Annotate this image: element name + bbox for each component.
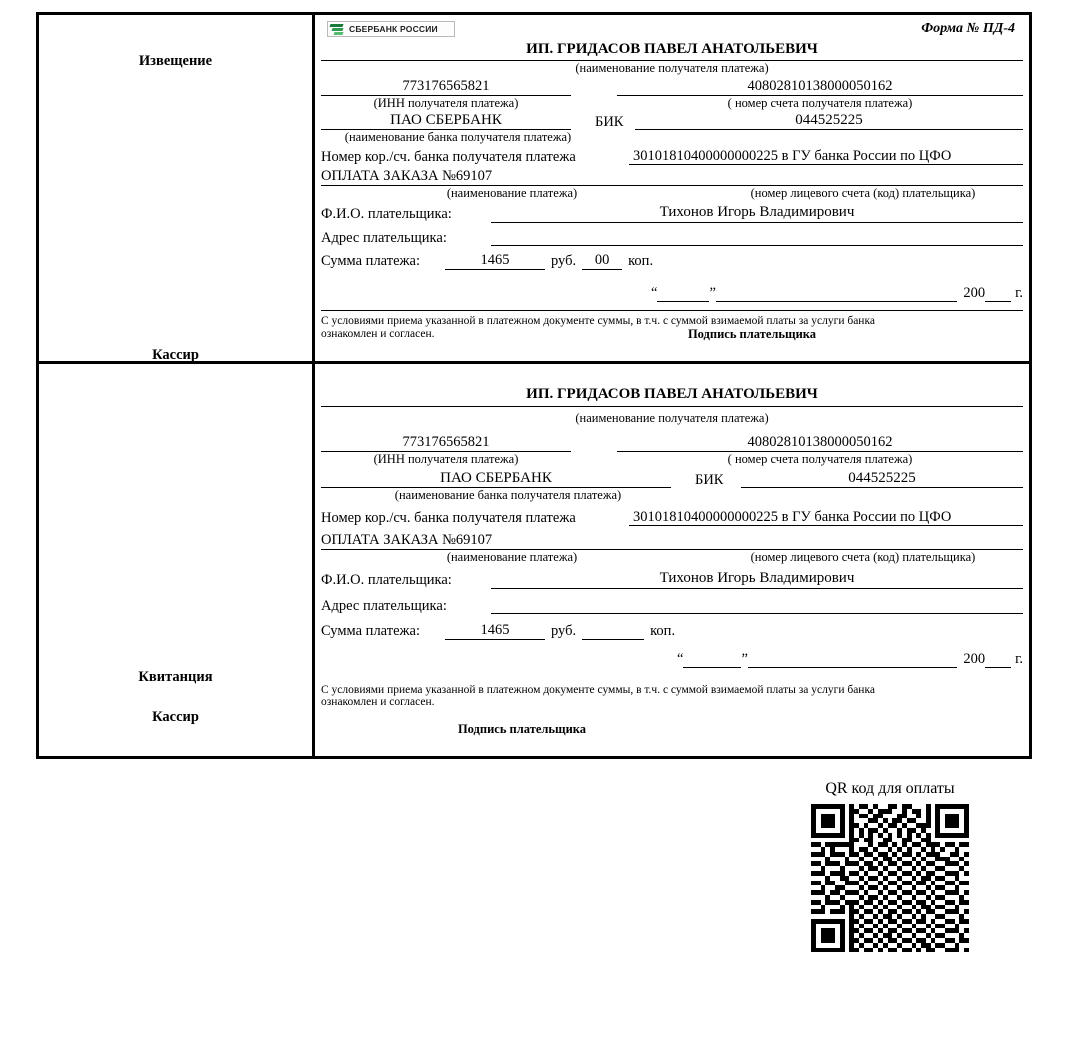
payment-purpose-top: ОПЛАТА ЗАКАЗА №69107: [321, 168, 703, 186]
quote-close-top: ”: [709, 284, 716, 301]
corr-account-label-top: Номер кор./сч. банка получателя платежа: [321, 148, 576, 165]
payment-form: [36, 12, 1032, 759]
payer-fio-label-top: Ф.И.О. плательщика:: [321, 205, 452, 222]
rub-label-top: руб.: [551, 253, 577, 270]
sum-kop-top: 00: [582, 252, 622, 270]
corr-account-value-bottom: 30101810400000000225 в ГУ банка России по ЦФО: [629, 509, 1023, 527]
sum-label-top: Сумма платежа:: [321, 253, 420, 270]
corr-account-label-bottom: Номер кор./сч. банка получателя платежа: [321, 509, 576, 526]
quote-open-bottom: “: [677, 650, 684, 667]
account-value-top: 40802810138000050162: [617, 78, 1023, 96]
year-suffix-top: г.: [1015, 284, 1023, 301]
caption-account-bottom: ( номер счета получателя платежа): [727, 451, 913, 466]
label-cashier-bottom: Кассир: [152, 709, 199, 725]
caption-account-top: ( номер счета получателя платежа): [727, 95, 913, 110]
bik-label-bottom: БИК: [695, 471, 724, 488]
sberbank-logo-text: СБЕРБАНК РОССИИ: [349, 24, 438, 34]
qr-title: QR код для оплаты: [825, 780, 955, 797]
agreement-line2-bottom: ознакомлен и согласен.: [321, 695, 435, 708]
notice-left-column: [39, 15, 315, 361]
recipient-name-top: ИП. ГРИДАСОВ ПАВЕЛ АНАТОЛЬЕВИЧ: [321, 41, 1023, 61]
label-notice: Извещение: [138, 53, 213, 69]
bik-label-top: БИК: [595, 113, 624, 130]
quote-open-top: “: [651, 284, 658, 301]
agreement-line1-top: С условиями приема указанной в платежном документе суммы, в т.ч. с суммой взимаемой платы за услуги банка: [321, 314, 875, 327]
receipt-right-column: [315, 364, 1029, 756]
payer-fio-value-top: Тихонов Игорь Владимирович: [491, 204, 1023, 222]
notice-section: [39, 15, 1029, 364]
bank-name-top: ПАО СБЕРБАНК: [321, 112, 571, 130]
payment-purpose-bottom: ОПЛАТА ЗАКАЗА №69107: [321, 532, 703, 550]
kop-label-top: коп.: [628, 253, 654, 270]
label-cashier-top: Кассир: [152, 347, 199, 363]
sum-label-bottom: Сумма платежа:: [321, 623, 420, 640]
personal-account-top: [703, 168, 1023, 186]
sum-kop-bottom: [582, 622, 644, 640]
caption-payment-bottom: (наименование платежа): [446, 550, 578, 565]
caption-inn-top: (ИНН получателя платежа): [373, 95, 519, 110]
qr-block: [770, 780, 1010, 962]
caption-personal-account-top: (номер лицевого счета (код) плательщика): [750, 186, 976, 201]
payer-signature-bottom: Подпись плательщика: [457, 721, 587, 736]
sberbank-mark-icon: [330, 23, 346, 36]
bik-value-bottom: 044525225: [741, 470, 1023, 488]
receipt-left-column: [39, 364, 315, 756]
inn-value-top: 773176565821: [321, 78, 571, 96]
notice-right-column: [315, 15, 1029, 361]
corr-account-value-top: 30101810400000000225 в ГУ банка России по ЦФО: [629, 148, 1023, 166]
payer-address-value-top: [491, 229, 1023, 247]
rub-label-bottom: руб.: [551, 623, 577, 640]
quote-close-bottom: ”: [741, 650, 748, 667]
sum-rub-bottom: 1465: [445, 622, 545, 640]
form-number: Форма № ПД-4: [921, 21, 1015, 36]
receipt-section: [39, 364, 1029, 756]
account-value-bottom: 40802810138000050162: [617, 434, 1023, 452]
caption-bank-bottom: (наименование банка получателя платежа): [394, 488, 622, 503]
inn-value-bottom: 773176565821: [321, 434, 571, 452]
payer-signature-top: Подпись плательщика: [687, 326, 817, 341]
label-receipt: Квитанция: [138, 669, 213, 685]
sum-rub-top: 1465: [445, 252, 545, 270]
bik-value-top: 044525225: [635, 112, 1023, 130]
payer-fio-value-bottom: Тихонов Игорь Владимирович: [491, 570, 1023, 588]
year-label-top: 200: [963, 284, 986, 301]
sberbank-logo: [327, 21, 455, 37]
personal-account-bottom: [703, 532, 1023, 550]
caption-recipient-bottom: (наименование получателя платежа): [575, 411, 769, 425]
recipient-name-bottom: ИП. ГРИДАСОВ ПАВЕЛ АНАТОЛЬЕВИЧ: [321, 386, 1023, 407]
payer-address-value-bottom: [491, 597, 1023, 615]
kop-label-bottom: коп.: [650, 623, 676, 640]
year-suffix-bottom: г.: [1015, 650, 1023, 667]
bank-name-bottom: ПАО СБЕРБАНК: [321, 470, 671, 488]
qr-code-image: [811, 804, 969, 962]
agreement-line2-top: ознакомлен и согласен.: [321, 327, 435, 340]
payer-address-label-top: Адрес плательщика:: [321, 229, 447, 246]
caption-recipient-top: (наименование получателя платежа): [575, 61, 769, 75]
year-label-bottom: 200: [963, 650, 986, 667]
caption-inn-bottom: (ИНН получателя платежа): [373, 451, 519, 466]
payer-fio-label-bottom: Ф.И.О. плательщика:: [321, 571, 452, 588]
caption-bank-top: (наименование банка получателя платежа): [344, 130, 572, 145]
caption-personal-account-bottom: (номер лицевого счета (код) плательщика): [750, 550, 976, 565]
caption-payment-top: (наименование платежа): [446, 186, 578, 201]
payer-address-label-bottom: Адрес плательщика:: [321, 597, 447, 614]
agreement-line1-bottom: С условиями приема указанной в платежном документе суммы, в т.ч. с суммой взимаемой платы за услуги банка: [321, 683, 875, 696]
